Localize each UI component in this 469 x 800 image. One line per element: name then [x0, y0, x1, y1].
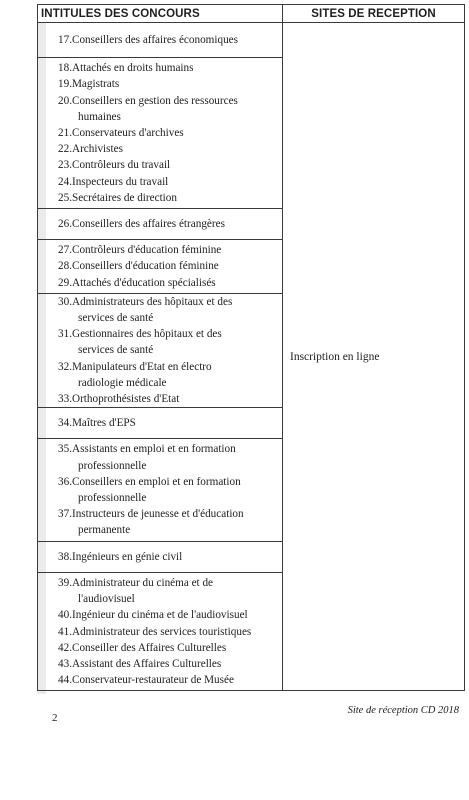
concours-item: permanente [78, 524, 131, 537]
concours-item: 40.Ingénieur du cinéma et de l'audiovisuel [58, 609, 248, 622]
concours-item: 27.Contrôleurs d'éducation féminine [58, 244, 222, 257]
concours-group [38, 23, 282, 58]
concours-group [38, 408, 282, 439]
concours-item: 20.Conseillers en gestion des ressources [58, 94, 238, 107]
concours-item: humaines [78, 110, 121, 123]
concours-group [38, 542, 282, 573]
concours-item: 35.Assistants en emploi et en formation [58, 443, 236, 456]
footer-text: Site de réception CD 2018 [347, 705, 459, 716]
concours-item: radiologie médicale [78, 376, 167, 389]
concours-item: 32.Manipulateurs d'Etat en électro [58, 360, 212, 373]
concours-item: 43.Assistant des Affaires Culturelles [58, 657, 222, 670]
header-intitules: INTITULES DES CONCOURS [38, 5, 283, 23]
concours-item: 17.Conseillers des affaires économiques [58, 34, 238, 46]
concours-item: 25.Secrétaires de direction [58, 191, 177, 204]
concours-item: services de santé [78, 344, 154, 357]
concours-group [38, 58, 282, 209]
concours-group [38, 240, 282, 294]
concours-item: 29.Attachés d'éducation spécialisés [58, 276, 216, 289]
concours-item: 44.Conservateur-restaurateur de Musée [58, 674, 234, 687]
concours-item: 19.Magistrats [58, 78, 120, 91]
concours-item: 21.Conservateurs d'archives [58, 127, 184, 140]
concours-item: 30.Administrateurs des hôpitaux et des [58, 295, 233, 308]
concours-item: 24.Inspecteurs du travail [58, 175, 169, 188]
concours-item: 26.Conseillers des affaires étrangères [58, 218, 225, 231]
concours-item: professionnelle [78, 459, 147, 472]
table-body-row [38, 23, 465, 691]
site-text: Inscription en ligne [290, 350, 380, 363]
table-header-row [38, 5, 465, 23]
concours-item: 28.Conseillers d'éducation féminine [58, 260, 219, 273]
concours-item: 37.Instructeurs de jeunesse et d'éducation [58, 508, 244, 521]
concours-group [38, 439, 282, 541]
concours-item: 34.Maîtres d'EPS [58, 417, 136, 430]
concours-table [37, 4, 465, 691]
page-number: 2 [52, 712, 58, 724]
concours-item: 38.Ingénieurs en génie civil [58, 550, 183, 563]
concours-list-cell [38, 23, 283, 691]
concours-item: 39.Administrateur du cinéma et de [58, 576, 214, 589]
concours-item: 18.Attachés en droits humains [58, 62, 194, 75]
concours-group [38, 294, 282, 408]
concours-item: l'audiovisuel [78, 593, 135, 606]
concours-group [38, 573, 282, 690]
concours-item: 23.Contrôleurs du travail [58, 159, 171, 172]
concours-item: 22.Archivistes [58, 143, 123, 156]
concours-item: professionnelle [78, 492, 147, 505]
concours-item: 33.Orthoprothésistes d'Etat [58, 393, 180, 406]
concours-item: 36.Conseillers en emploi et en formation [58, 475, 241, 488]
concours-item: services de santé [78, 312, 154, 325]
concours-item: 42.Conseiller des Affaires Culturelles [58, 641, 227, 654]
concours-item: 31.Gestionnaires des hôpitaux et des [58, 328, 222, 341]
header-sites: SITES DE RECEPTION [283, 5, 465, 23]
concours-group [38, 209, 282, 240]
site-cell [283, 23, 465, 691]
concours-item: 41.Administrateur des services touristiques [58, 625, 252, 638]
